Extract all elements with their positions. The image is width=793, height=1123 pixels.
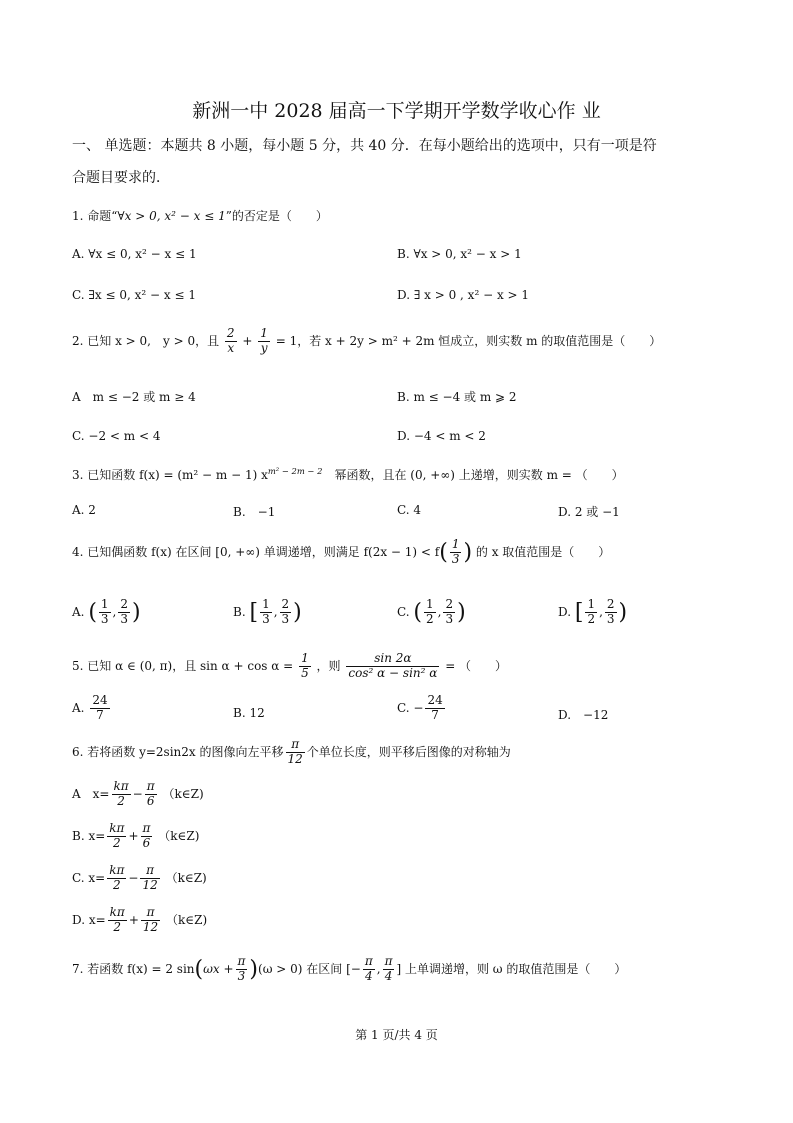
q2-f1-den: x <box>227 340 235 355</box>
q6-a-pre: A x= <box>72 786 110 801</box>
q1-option-b: B. ∀x > 0, x² − x > 1 <box>397 247 522 261</box>
q5-a-label: A. <box>72 700 85 715</box>
q4-a-n2: 2 <box>120 597 129 611</box>
q4-d-left-bracket: [ <box>574 599 584 625</box>
q6-f-num: π <box>286 738 305 753</box>
q4-pre: 4. 已知偶函数 f(x) 在区间 [0, +∞) 单调递增，则满足 f(2x − 1) < f <box>72 544 440 559</box>
q2-f2-num: 1 <box>260 326 268 340</box>
q5-option-b: B. 12 <box>233 706 265 720</box>
q6-a-post: （k∈Z) <box>162 786 204 801</box>
q5-c-sign: − <box>413 700 424 715</box>
q2-option-d: D. −4 < m < 2 <box>397 429 486 443</box>
q2-option-b: B. m ≤ −4 或 m ⩾ 2 <box>397 390 517 404</box>
q6-d-pre: D. x= <box>72 912 106 927</box>
q5-option-a <box>72 694 112 723</box>
q6-c-n2: π <box>140 864 159 879</box>
q6-b-n2: π <box>142 821 151 835</box>
q2-option-a: A m ≤ −2 或 m ≥ 4 <box>72 390 196 404</box>
q4-c-left-bracket: ( <box>413 599 422 625</box>
q7-comma: , <box>376 961 381 976</box>
q4-b-frac-2 <box>280 598 292 627</box>
q5-c-num: 24 <box>427 693 443 707</box>
question-5-stem <box>72 652 507 681</box>
q6-d-d2: 12 <box>142 919 159 934</box>
q4-d-d2: 3 <box>606 611 615 626</box>
q7-interval-frac-1 <box>363 955 375 984</box>
q6-c-op: − <box>128 870 139 885</box>
q6-a-op: − <box>132 786 143 801</box>
q5-a-den: 7 <box>96 707 104 722</box>
q4-c-frac-2 <box>443 598 455 627</box>
q6-c-n1: kπ <box>109 863 125 877</box>
q4-a-n1: 1 <box>100 597 109 611</box>
section-intro-line1: 一、 单选题：本题共 8 小题，每小题 5 分，共 40 分．在每小题给出的选项中，只有一项是符 <box>72 138 657 154</box>
q4-c-frac-1 <box>424 598 436 627</box>
page-title: 新洲一中 2028 届高一下学期开学数学收心作 业 <box>192 100 601 122</box>
q4-c-right-bracket: ) <box>457 599 466 625</box>
q4-b-d2: 3 <box>281 611 290 626</box>
q2-fraction-2 <box>258 327 270 356</box>
question-1-stem <box>72 207 328 224</box>
q6-option-d <box>72 906 207 935</box>
q4-c-n1: 1 <box>426 597 434 611</box>
q4-d-n1: 1 <box>587 597 596 611</box>
section-intro-line2: 合题目要求的． <box>72 170 170 186</box>
q6-d-frac-1 <box>108 906 127 935</box>
q4-a-left-bracket: ( <box>88 599 97 625</box>
q6-fraction <box>286 738 305 767</box>
q6-c-frac-2 <box>140 864 159 893</box>
q7-rparen: ) <box>249 956 259 982</box>
q4-c-d1: 2 <box>426 611 434 626</box>
q7-i-den1: 4 <box>364 968 373 983</box>
q6-b-op: + <box>128 828 139 843</box>
q5-pre: 5. 已知 α ∈ (0, π)，且 sin α + cos α = <box>72 658 294 673</box>
q4-a-frac-2 <box>118 598 130 627</box>
q6-d-frac-2 <box>141 906 160 935</box>
q4-a-label: A. <box>72 604 85 619</box>
q4-option-d: D. [ $\frac{1}{2}$ , $\frac{2}{3}$ ) <box>558 597 628 626</box>
q5-post: = （ ） <box>445 658 508 673</box>
q4-a-d1: 3 <box>100 611 109 626</box>
q2-pre: 2. 已知 x > 0, y > 0，且 <box>72 333 220 348</box>
q4-b-label: B. <box>233 604 246 619</box>
q2-mid: = 1，若 x + 2y > m² + 2m 恒成立，则实数 m 的取值范围是（ ） <box>275 333 662 348</box>
q2-f1-num: 2 <box>226 326 235 340</box>
q5-mid: ，则 <box>316 658 341 673</box>
q4-d-frac-1 <box>585 598 597 627</box>
q5-a-frac <box>90 694 109 723</box>
q7-f-num: π <box>237 954 246 968</box>
q4-fraction <box>450 538 462 567</box>
q2-option-c: C. −2 < m < 4 <box>72 429 161 443</box>
q4-b-n2: 2 <box>281 597 290 611</box>
q6-f-den: 12 <box>287 751 303 766</box>
q4-d-right-bracket: ) <box>618 599 628 625</box>
q7-i-num2: π <box>384 954 393 968</box>
q7-interval-frac-2 <box>383 955 395 984</box>
q4-a-frac-1 <box>99 598 111 627</box>
q6-option-b <box>72 822 199 851</box>
q7-cond: (ω > 0) 在区间 [− <box>258 961 361 976</box>
q6-a-frac-1 <box>112 780 131 809</box>
q5-c-frac <box>425 694 444 723</box>
q6-c-frac-1 <box>107 864 126 893</box>
q4-rparen: ) <box>463 539 473 565</box>
q6-a-d2: 6 <box>146 793 155 808</box>
q6-a-d1: 2 <box>117 793 125 808</box>
q4-d-label: D. <box>558 604 572 619</box>
q7-i-num1: π <box>364 954 373 968</box>
q5-option-d: D. −12 <box>558 708 609 722</box>
q5-a-num: 24 <box>92 693 108 707</box>
q4-post: 的 x 取值范围是（ ） <box>475 544 611 559</box>
q4-c-n2: 2 <box>445 597 454 611</box>
q4-b-d1: 3 <box>262 611 270 626</box>
question-7-stem <box>72 955 626 984</box>
page-footer: 第 1 页/共 4 页 <box>355 1028 438 1042</box>
q4-d-n2: 2 <box>606 597 615 611</box>
q4-option-a: A. ( $\frac{1}{3}$ , $\frac{2}{3}$ ) <box>72 597 141 626</box>
q2-plus: + <box>242 333 253 348</box>
q3-post: 幂函数，且在 (0, +∞) 上递增，则实数 m = （ ） <box>322 468 624 482</box>
q6-b-d2: 6 <box>142 835 151 850</box>
q4-f-num: 1 <box>451 537 460 551</box>
q6-b-pre: B. x= <box>72 828 106 843</box>
q1-stem-post: ”的否定是（ ） <box>225 209 328 223</box>
q3-option-c: C. 4 <box>397 503 422 517</box>
q6-d-d1: 2 <box>113 919 122 934</box>
q6-b-post: （k∈Z) <box>158 828 200 843</box>
q7-i-den2: 4 <box>384 968 393 983</box>
q3-exponent: m² − 2m − 2 <box>267 466 323 476</box>
q1-stem-pre: 1. 命题“ <box>72 209 118 223</box>
q4-b-right-bracket: ) <box>293 599 302 625</box>
q6-b-frac-1 <box>107 822 126 851</box>
q3-option-a: A. 2 <box>72 503 96 517</box>
q5-g-den: cos² α − sin² α <box>348 665 438 680</box>
q6-c-d2: 12 <box>142 877 158 892</box>
q1-stem-math: ∀x > 0, x² − x ≤ 1 <box>117 209 226 223</box>
q6-b-d1: 2 <box>113 835 121 850</box>
question-6-stem <box>72 738 511 767</box>
q5-fraction-2 <box>346 652 439 681</box>
q1-option-d: D. ∃ x > 0 , x² − x > 1 <box>397 288 530 302</box>
q4-b-left-bracket: [ <box>249 599 259 625</box>
q6-d-n1: kπ <box>109 905 125 919</box>
q5-option-c <box>397 694 447 723</box>
q4-c-d2: 3 <box>445 611 454 626</box>
q6-c-pre: C. x= <box>72 870 106 885</box>
q2-f2-den: y <box>260 340 268 355</box>
q6-option-c <box>72 864 207 893</box>
q3-option-b: B. −1 <box>233 505 276 519</box>
q5-g-num: sin 2α <box>346 652 439 667</box>
q1-option-a: A. ∀x ≤ 0, x² − x ≤ 1 <box>72 247 197 261</box>
q6-post: 个单位长度，则平移后图像的对称轴为 <box>306 744 511 759</box>
q6-a-frac-2 <box>145 780 157 809</box>
q6-d-n2: π <box>141 906 160 921</box>
q4-a-d2: 3 <box>120 611 129 626</box>
q5-f-den: 5 <box>301 665 309 680</box>
q4-d-d1: 2 <box>587 611 596 626</box>
q6-a-n2: π <box>146 779 155 793</box>
q7-fraction <box>236 955 248 984</box>
q4-b-n1: 1 <box>262 597 270 611</box>
q4-a-right-bracket: ) <box>132 599 141 625</box>
q6-d-post: （k∈Z) <box>166 912 208 927</box>
q4-option-c: C. ( $\frac{1}{2}$ , $\frac{2}{3}$ ) <box>397 597 466 626</box>
q7-f-den: 3 <box>237 968 246 983</box>
q3-option-d: D. 2 或 −1 <box>558 505 620 519</box>
q7-pre: 7. 若函数 f(x) = 2 sin <box>72 961 195 976</box>
q6-c-d1: 2 <box>112 877 121 892</box>
q6-a-n1: kπ <box>113 779 129 793</box>
q6-b-frac-2 <box>141 822 153 851</box>
q6-b-n1: kπ <box>109 821 125 835</box>
q6-pre: 6. 若将函数 y=2sin2x 的图像向左平移 <box>72 744 284 759</box>
q5-c-label: C. <box>397 700 410 715</box>
q6-option-a <box>72 780 204 809</box>
q4-option-b: B. [ $\frac{1}{3}$ , $\frac{2}{3}$ ) <box>233 597 302 626</box>
question-2-stem <box>72 327 661 356</box>
q7-lparen: ( <box>194 956 204 982</box>
q6-c-post: （k∈Z) <box>165 870 207 885</box>
q7-inner: ωx + <box>203 961 234 976</box>
q5-fraction-1 <box>299 652 311 681</box>
q4-d-frac-2 <box>605 598 617 627</box>
q5-f-num: 1 <box>301 651 309 665</box>
q2-fraction-1 <box>225 327 237 356</box>
q3-stem: 3. 已知函数 f(x) = (m² − m − 1) x <box>72 468 268 482</box>
q7-post: ] 上单调递增，则 ω 的取值范围是（ ） <box>396 961 627 976</box>
q4-b-frac-1 <box>260 598 272 627</box>
q4-c-label: C. <box>397 604 410 619</box>
q6-d-op: + <box>128 912 139 927</box>
q5-c-den: 7 <box>431 707 439 722</box>
question-4-stem <box>72 538 610 567</box>
q1-option-c: C. ∃x ≤ 0, x² − x ≤ 1 <box>72 288 196 302</box>
q4-f-den: 3 <box>451 551 460 566</box>
question-3-stem <box>72 466 624 483</box>
q4-lparen: ( <box>439 539 448 565</box>
